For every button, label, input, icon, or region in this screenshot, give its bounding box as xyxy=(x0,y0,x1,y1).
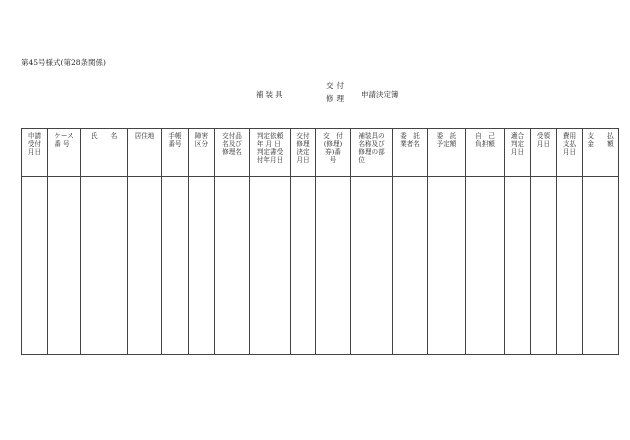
table-cell[interactable] xyxy=(81,177,128,355)
table-row xyxy=(22,177,619,355)
table-cell[interactable] xyxy=(48,177,81,355)
col-receipt-date: 受領 月日 xyxy=(531,129,557,177)
table-cell[interactable] xyxy=(428,177,466,355)
col-case-number: ケース 番 号 xyxy=(48,129,81,177)
table-cell[interactable] xyxy=(250,177,291,355)
table-cell[interactable] xyxy=(128,177,162,355)
title-application-register: 申請決定簿 xyxy=(361,90,399,99)
col-assessment-dates: 判定依頼 年 月 日 判定書受 付年月日 xyxy=(250,129,291,177)
col-name: 氏 名 xyxy=(81,129,128,177)
table-cell[interactable] xyxy=(316,177,351,355)
col-disability-category: 障害 区分 xyxy=(189,129,215,177)
title-issuance: 交付 xyxy=(326,81,347,90)
table-cell[interactable] xyxy=(505,177,531,355)
table-cell[interactable] xyxy=(531,177,557,355)
table-cell[interactable] xyxy=(466,177,505,355)
col-handbook-number: 手帳 番号 xyxy=(162,129,189,177)
col-payment-date: 費用 支払 月日 xyxy=(557,129,583,177)
table-cell[interactable] xyxy=(162,177,189,355)
table-cell[interactable] xyxy=(583,177,619,355)
col-voucher-number: 交 付 (修理) 券)番 号 xyxy=(316,129,351,177)
col-decision-date: 交付 修理 決定 月日 xyxy=(291,129,316,177)
col-residence: 居住地 xyxy=(128,129,162,177)
col-device-repair-part: 補装具の 名称及び 修理の部 位 xyxy=(351,129,393,177)
col-contract-estimate: 委 託 予定額 xyxy=(428,129,466,177)
table-cell[interactable] xyxy=(291,177,316,355)
col-contractor-name: 委 託 業者名 xyxy=(393,129,428,177)
col-fit-assessment-date: 適合 判定 月日 xyxy=(505,129,531,177)
table-cell[interactable] xyxy=(215,177,250,355)
table-cell[interactable] xyxy=(22,177,48,355)
document-title xyxy=(256,80,399,108)
col-device-name: 交付品 名及び 修理名 xyxy=(215,129,250,177)
table-cell[interactable] xyxy=(351,177,393,355)
title-prosthetic-devices: 補装具 xyxy=(256,90,285,99)
title-repair: 修理 xyxy=(326,94,347,103)
form-number: 第45号様式(第28条関係) xyxy=(21,58,106,67)
header-row xyxy=(22,129,619,177)
table-cell[interactable] xyxy=(393,177,428,355)
register-table xyxy=(21,128,619,355)
col-self-payment: 自 己 負担額 xyxy=(466,129,505,177)
col-application-date: 申請 受付 月日 xyxy=(22,129,48,177)
table-cell[interactable] xyxy=(189,177,215,355)
table-cell[interactable] xyxy=(557,177,583,355)
col-payment-amount: 支 払 金 額 xyxy=(583,129,619,177)
